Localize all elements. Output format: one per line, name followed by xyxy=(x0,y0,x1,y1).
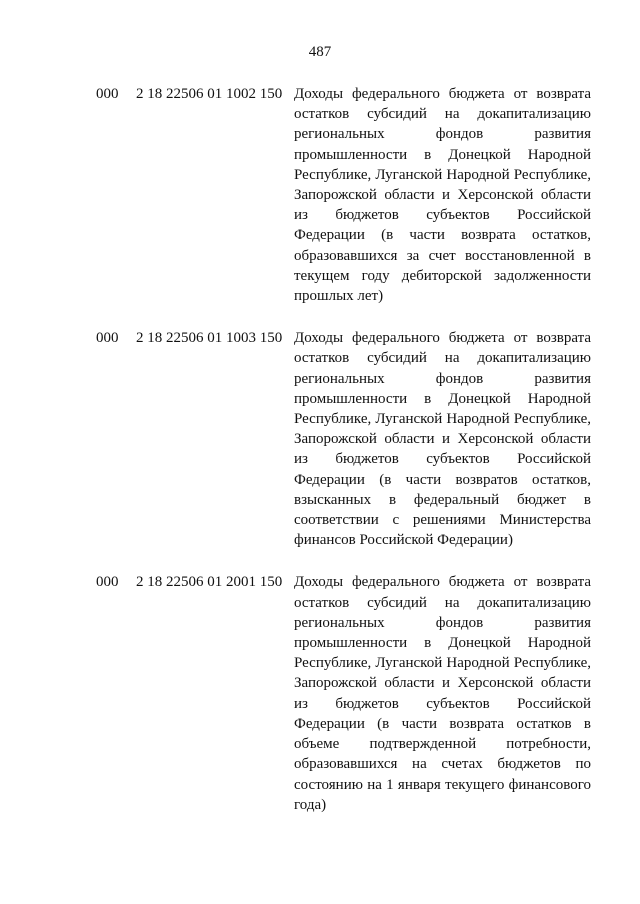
description-line: Федерации (в части возврата остатков в xyxy=(294,715,591,732)
classification-entry xyxy=(0,328,640,550)
description-line: из бюджетов субъектов Российской xyxy=(294,695,591,712)
description-line: образовавшихся за счет восстановленной в xyxy=(294,247,591,264)
description-line: промышленности в Донецкой Народной xyxy=(294,635,591,652)
description-line: текущем году дебиторской задолженности xyxy=(294,267,591,284)
classification-entry xyxy=(0,572,640,814)
description-line: промышленности в Донецкой Народной xyxy=(294,146,591,163)
description-line: соответствии с решениями Министерства xyxy=(294,512,591,529)
administrator-code: 000 xyxy=(96,330,119,347)
description-line: Республике, Луганской Народной Республике, xyxy=(294,655,591,672)
description-line: образовавшихся на счетах бюджетов по xyxy=(294,756,591,773)
description-line: Федерации (в части возврата остатков, xyxy=(294,227,591,244)
description-line: Запорожской области и Херсонской области xyxy=(294,675,591,692)
description-line: региональных фондов развития xyxy=(294,614,591,631)
description-line: остатков субсидий на докапитализацию xyxy=(294,594,591,611)
description-line: промышленности в Донецкой Народной xyxy=(294,390,591,407)
description-line: Доходы федерального бюджета от возврата xyxy=(294,86,591,102)
budget-classification-code: 2 18 22506 01 2001 150 xyxy=(136,574,283,591)
description-line: состоянию на 1 января текущего финансового xyxy=(294,776,591,793)
description-line: Республике, Луганской Народной Республике, xyxy=(294,166,591,183)
budget-classification-code: 2 18 22506 01 1002 150 xyxy=(136,86,283,102)
description-line: Республике, Луганской Народной Республике, xyxy=(294,411,591,428)
income-description xyxy=(294,84,591,306)
description-line: остатков субсидий на докапитализацию xyxy=(294,350,591,367)
description-line: года) xyxy=(294,796,327,813)
description-line: региональных фондов развития xyxy=(294,370,591,387)
description-line: из бюджетов субъектов Российской xyxy=(294,451,591,468)
description-line: остатков субсидий на докапитализацию xyxy=(294,106,591,123)
description-line: финансов Российской Федерации) xyxy=(294,532,513,549)
description-line: взысканных в федеральный бюджет в xyxy=(294,491,591,508)
description-line: Доходы федерального бюджета от возврата xyxy=(294,574,591,591)
income-description xyxy=(294,572,591,814)
page-number: 487 xyxy=(308,44,332,60)
budget-classification-entries xyxy=(0,84,640,837)
description-line: из бюджетов субъектов Российской xyxy=(294,207,591,224)
description-line: Федерации (в части возвратов остатков, xyxy=(294,471,591,488)
classification-entry xyxy=(0,84,640,306)
income-description xyxy=(294,328,591,550)
description-line: Доходы федерального бюджета от возврата xyxy=(294,330,591,347)
description-line: Запорожской области и Херсонской области xyxy=(294,431,591,448)
description-line: прошлых лет) xyxy=(294,288,384,305)
description-line: Запорожской области и Херсонской области xyxy=(294,187,591,204)
administrator-code: 000 xyxy=(96,86,119,102)
description-line: объеме подтвержденной потребности, xyxy=(294,736,591,753)
description-line: региональных фондов развития xyxy=(294,126,591,143)
budget-classification-code: 2 18 22506 01 1003 150 xyxy=(136,330,283,347)
administrator-code: 000 xyxy=(96,574,119,591)
